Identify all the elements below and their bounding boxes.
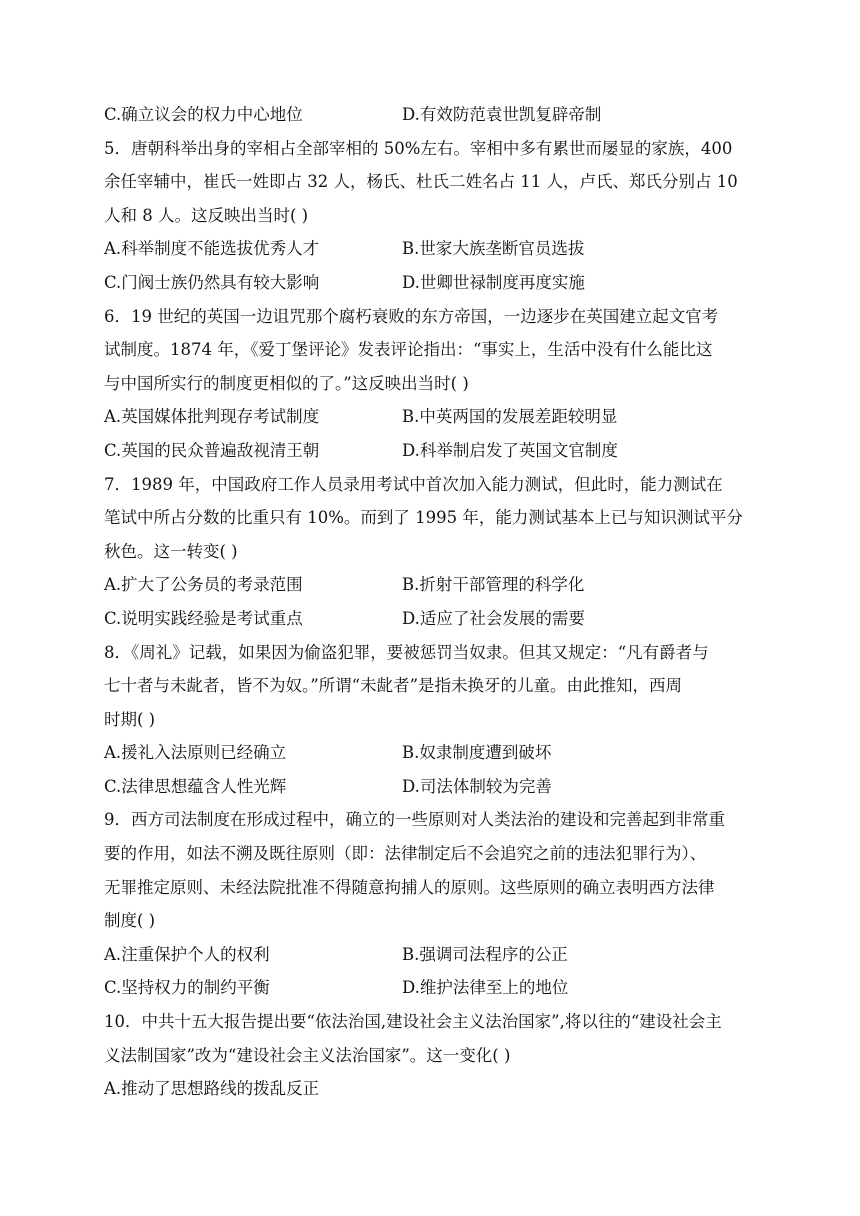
- q7-stem-line: 笔试中所占分数的比重只有 10%。而到了 1995 年，能力测试基本上已与知识测试平分: [104, 508, 743, 528]
- question-10: [104, 1005, 764, 1106]
- q10-option-a: A.推动了思想路线的拨乱反正: [104, 1079, 320, 1099]
- q6-option-d: D.科举制启发了英国文官制度: [402, 440, 618, 460]
- q7-option-a: A.扩大了公务员的考录范围: [104, 575, 303, 595]
- q5-stem-line: 余任宰辅中，崔氏一姓即占 32 人，杨氏、杜氏二姓名占 11 人，卢氏、郑氏分别占 10: [104, 172, 738, 192]
- q5-options-ab: [104, 232, 764, 266]
- q5-option-c: C.门阀士族仍然具有较大影响: [104, 272, 320, 292]
- q9-options-ab: [104, 938, 764, 972]
- q9-options-cd: [104, 971, 764, 1005]
- q7-stem-line: 7．1989 年，中国政府工作人员录用考试中首次加入能力测试，但此时，能力测试在: [104, 474, 723, 494]
- q6-options-cd: [104, 434, 764, 468]
- q7-option-d: D.适应了社会发展的需要: [402, 608, 585, 628]
- q8-option-c: C.法律思想蕴含人性光辉: [104, 776, 287, 796]
- q4-option-c: C.确立议会的权力中心地位: [104, 105, 303, 124]
- q5-option-d: D.世卿世禄制度再度实施: [402, 272, 585, 292]
- q9-option-a: A.注重保护个人的权利: [104, 944, 270, 964]
- q6-stem-line: 与中国所实行的制度更相似的了。”这反映出当时( ): [104, 373, 469, 393]
- question-8: [104, 636, 764, 804]
- q7-stem-line: 秋色。这一转变( ): [104, 541, 238, 561]
- q6-option-a: A.英国媒体批判现存考试制度: [104, 407, 320, 427]
- q6-stem-line: 试制度。1874 年，《爱丁堡评论》发表评论指出：“事实上，生活中没有什么能比这: [104, 340, 713, 360]
- q9-stem-line: 无罪推定原则、未经法院批准不得随意拘捕人的原则。这些原则的确立表明西方法律: [104, 877, 715, 897]
- q5-stem-line: 5．唐朝科举出身的宰相占全部宰相的 50%左右。宰相中多有累世而屡显的家族，400: [104, 138, 733, 158]
- q9-option-b: B.强调司法程序的公正: [402, 944, 568, 964]
- q8-options-ab: [104, 736, 764, 770]
- q8-stem-line: 8．《周礼》记载，如果因为偷盗犯罪，要被惩罚当奴隶。但其又规定：“凡有爵者与: [104, 642, 709, 662]
- question-5: [104, 132, 764, 300]
- q5-options-cd: [104, 266, 764, 300]
- q8-stem-line: 七十者与未龀者，皆不为奴。”所谓“未龀者”是指未换牙的儿童。由此推知，西周: [104, 676, 683, 696]
- q4-option-d: D.有效防范袁世凯复辟帝制: [402, 105, 602, 124]
- q8-option-d: D.司法体制较为完善: [402, 776, 552, 796]
- q6-options-ab: [104, 400, 764, 434]
- q6-option-b: B.中英两国的发展差距较明显: [402, 407, 618, 427]
- q7-options-cd: [104, 602, 764, 636]
- q10-stem-line: 义法制国家”改为“建设社会主义法治国家”。这一变化( ): [104, 1045, 511, 1065]
- question-9: [104, 803, 764, 1005]
- q5-stem-line: 人和 8 人。这反映出当时( ): [104, 205, 309, 225]
- q5-option-b: B.世家大族垄断官员选拔: [402, 239, 585, 259]
- q4-options-cd: [104, 98, 764, 132]
- q9-stem-line: 9．西方司法制度在形成过程中，确立的一些原则对人类法治的建设和完善起到非常重: [104, 810, 725, 830]
- q8-option-b: B.奴隶制度遭到破坏: [402, 743, 552, 763]
- q8-stem-line: 时期( ): [104, 709, 156, 729]
- q8-options-cd: [104, 770, 764, 804]
- exam-page: [104, 98, 764, 1106]
- q6-option-c: C.英国的民众普遍敌视清王朝: [104, 440, 320, 460]
- question-6: [104, 300, 764, 468]
- q6-stem-line: 6．19 世纪的英国一边诅咒那个腐朽衰败的东方帝国，一边逐步在英国建立起文官考: [104, 306, 719, 326]
- q10-stem-line: 10．中共十五大报告提出要“依法治国,建设社会主义法治国家”,将以往的“建设社会主: [104, 1012, 722, 1032]
- q9-stem-line: 制度( ): [104, 911, 156, 931]
- q9-option-c: C.坚持权力的制约平衡: [104, 978, 270, 998]
- q7-option-b: B.折射干部管理的科学化: [402, 575, 585, 595]
- q9-stem-line: 要的作用，如法不溯及既往原则（即：法律制定后不会追究之前的违法犯罪行为）、: [104, 844, 707, 864]
- q9-option-d: D.维护法律至上的地位: [402, 978, 569, 998]
- question-7: [104, 468, 764, 636]
- q7-option-c: C.说明实践经验是考试重点: [104, 608, 303, 628]
- q8-option-a: A.援礼入法原则已经确立: [104, 743, 287, 763]
- q5-option-a: A.科举制度不能选拔优秀人才: [104, 239, 320, 259]
- q7-options-ab: [104, 568, 764, 602]
